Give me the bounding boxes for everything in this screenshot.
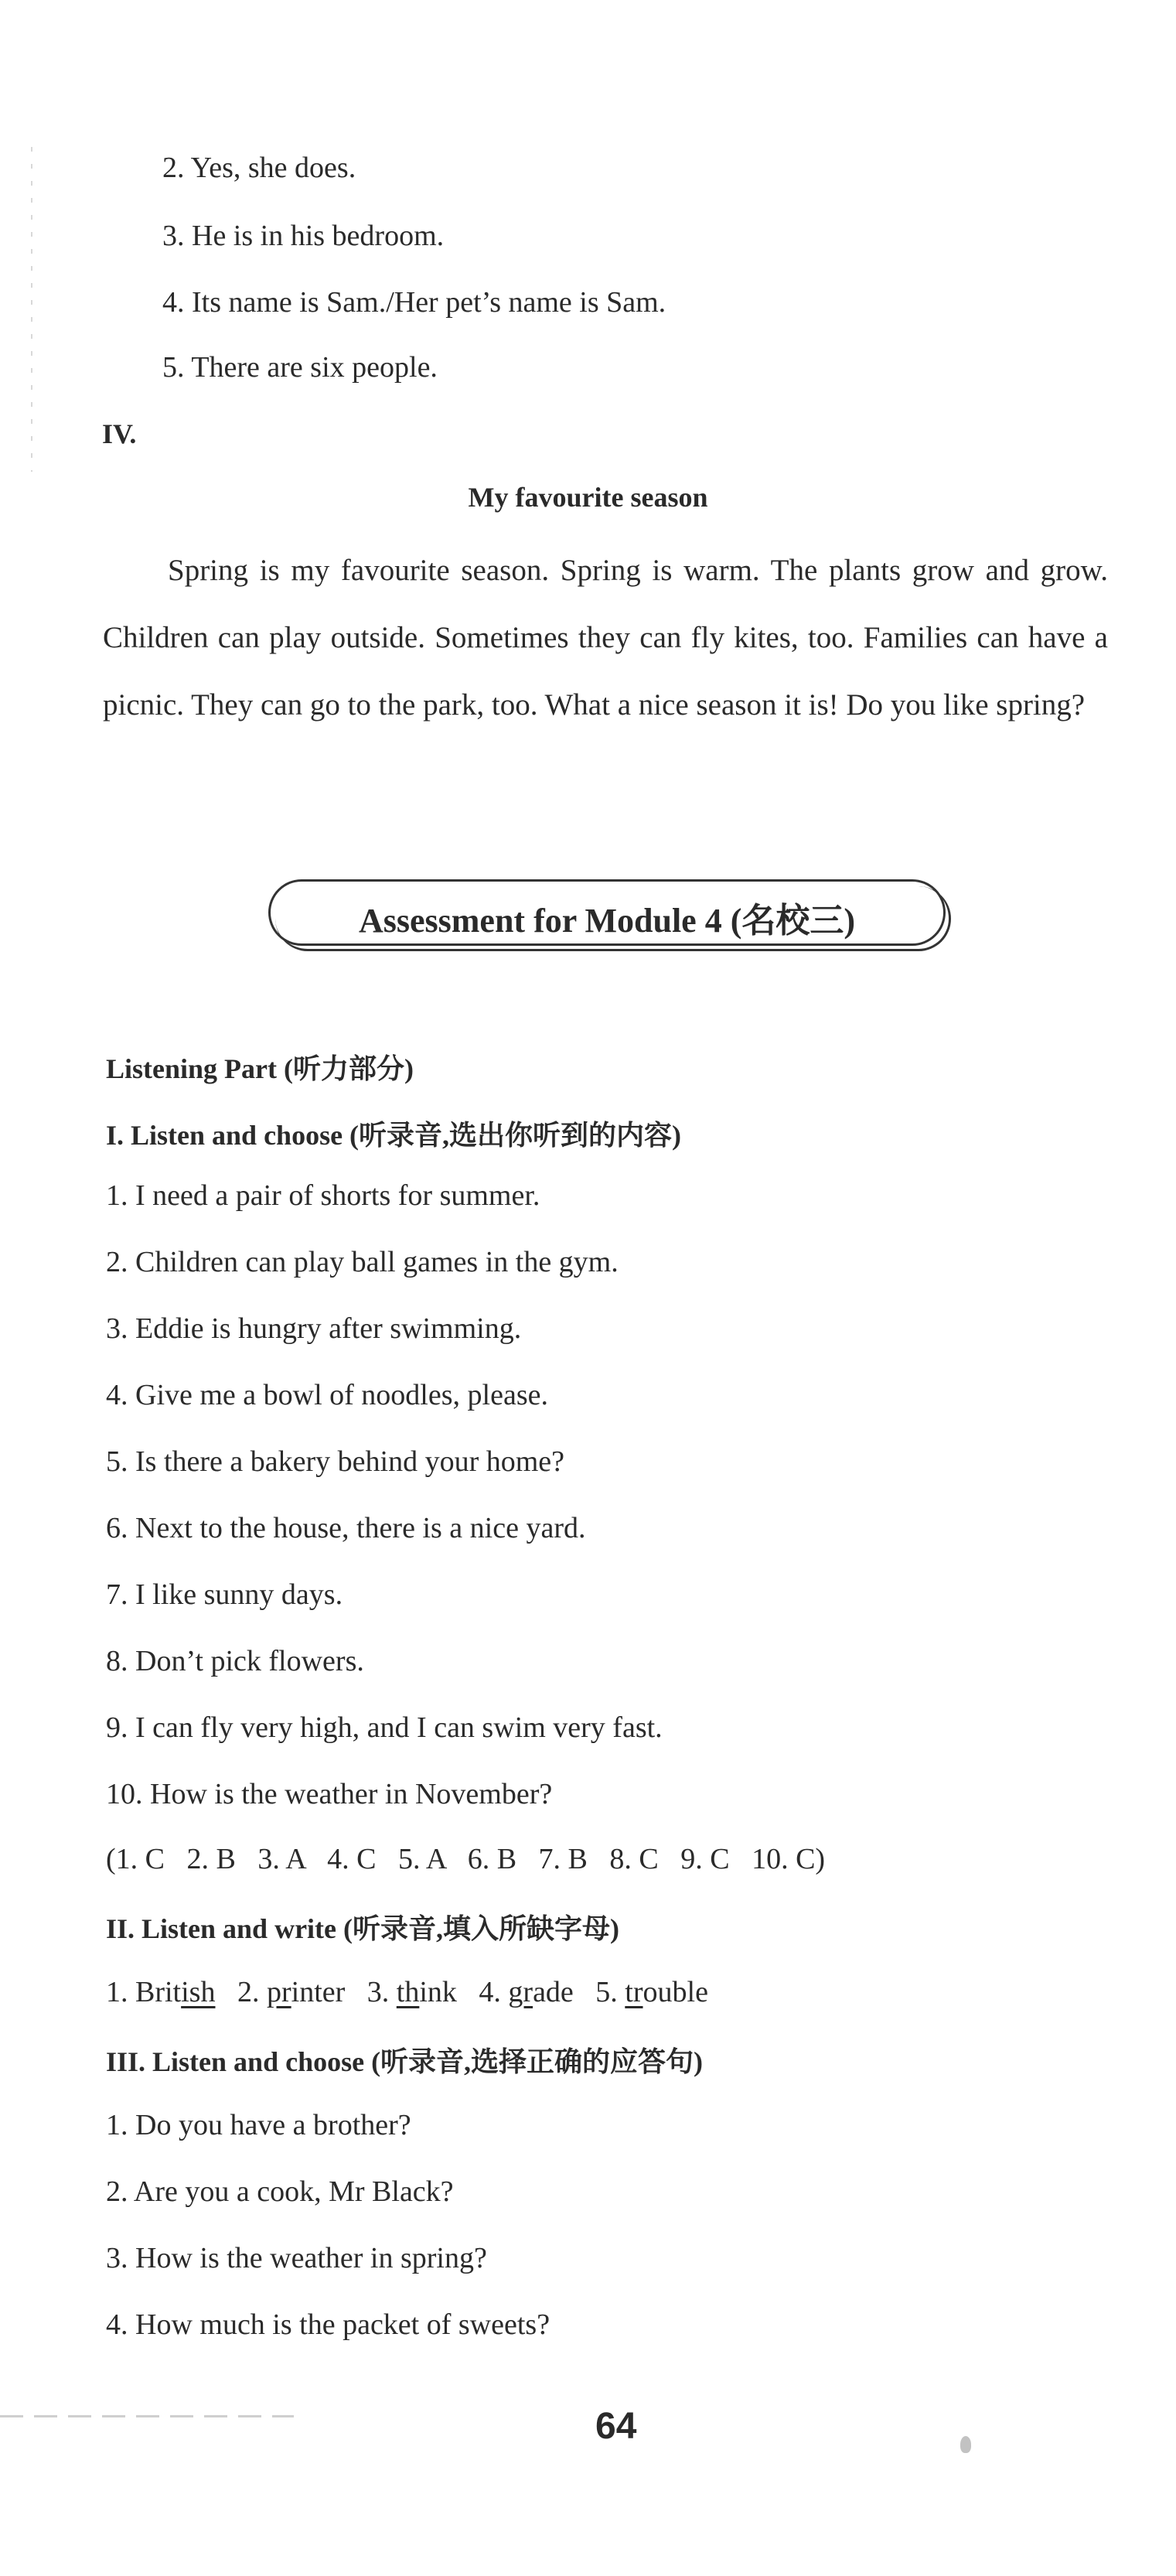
assessment-title-box bbox=[268, 879, 946, 946]
missing-letters: tr bbox=[625, 1976, 643, 2008]
missing-letters: th bbox=[396, 1976, 420, 2008]
answer-line: 5. There are six people. bbox=[162, 351, 438, 384]
list-item: 8. Don’t pick flowers. bbox=[106, 1645, 364, 1677]
essay-paragraph: Spring is my favourite season. Spring is warm. The plants grow and grow. Children can play outside. Sometimes they can fly kites, too. Families can have a picnic. They can go to the park, too. What a nice season it is! Do you like spring? bbox=[103, 554, 1108, 722]
word-plain: ink bbox=[419, 1976, 457, 2008]
missing-letters: pr bbox=[266, 1976, 291, 2008]
word-number: 1. bbox=[106, 1976, 128, 2008]
word-plain: Brit bbox=[135, 1976, 182, 2008]
word-plain: inter bbox=[291, 1976, 346, 2008]
list-item: 10. How is the weather in November? bbox=[106, 1778, 553, 1810]
word-plain: ade bbox=[533, 1976, 574, 2008]
list-item: 3. Eddie is hungry after swimming. bbox=[106, 1312, 522, 1345]
list-item: 4. Give me a bowl of noodles, please. bbox=[106, 1379, 548, 1411]
list-item: 9. I can fly very high, and I can swim very fast. bbox=[106, 1711, 663, 1744]
part2-words bbox=[106, 1974, 708, 2011]
list-item: 3. How is the weather in spring? bbox=[106, 2242, 487, 2274]
list-item: 1. I need a pair of shorts for summer. bbox=[106, 1179, 540, 1212]
missing-letters: ish bbox=[181, 1976, 216, 2008]
ink-spot bbox=[960, 2436, 971, 2453]
list-item: 5. Is there a bakery behind your home? bbox=[106, 1445, 565, 1478]
list-item: 6. Next to the house, there is a nice yard. bbox=[106, 1512, 586, 1544]
word-number: 3. bbox=[366, 1976, 390, 2008]
word-plain: ouble bbox=[643, 1976, 708, 2008]
answer-line: 2. Yes, she does. bbox=[162, 152, 356, 184]
listening-part-heading: Listening Part (听力部分) bbox=[106, 1053, 414, 1084]
list-item: 4. How much is the packet of sweets? bbox=[106, 2308, 551, 2341]
list-item: 7. I like sunny days. bbox=[106, 1578, 343, 1611]
part1-answer-key: (1. C 2. B 3. A 4. C 5. A 6. B 7. B 8. C 9. C 10. C) bbox=[106, 1843, 826, 1875]
assessment-title: Assessment for Module 4 (名校三) bbox=[358, 902, 856, 940]
scan-edge-mark bbox=[0, 2415, 294, 2417]
answer-line: 3. He is in his bedroom. bbox=[162, 220, 445, 252]
list-item: 1. Do you have a brother? bbox=[106, 2109, 411, 2141]
word-number: 2. bbox=[237, 1976, 260, 2008]
word-number: 4. bbox=[479, 1976, 501, 2008]
list-item: 2. Children can play ball games in the gym. bbox=[106, 1246, 619, 1278]
essay-title: My favourite season bbox=[468, 482, 708, 513]
missing-letters: gr bbox=[508, 1976, 533, 2008]
answer-line: 4. Its name is Sam./Her pet’s name is Sam. bbox=[162, 286, 666, 319]
list-item: 2. Are you a cook, Mr Black? bbox=[106, 2175, 454, 2208]
part1-heading: I. Listen and choose (听录音,选出你听到的内容) bbox=[106, 1120, 682, 1151]
margin-scan-mark bbox=[31, 147, 32, 472]
word-number: 5. bbox=[595, 1976, 618, 2008]
section-iv-label: IV. bbox=[102, 418, 137, 449]
part3-heading: III. Listen and choose (听录音,选择正确的应答句) bbox=[106, 2046, 704, 2077]
part2-heading: II. Listen and write (听录音,填入所缺字母) bbox=[106, 1913, 619, 1944]
page-number: 64 bbox=[595, 2406, 637, 2447]
